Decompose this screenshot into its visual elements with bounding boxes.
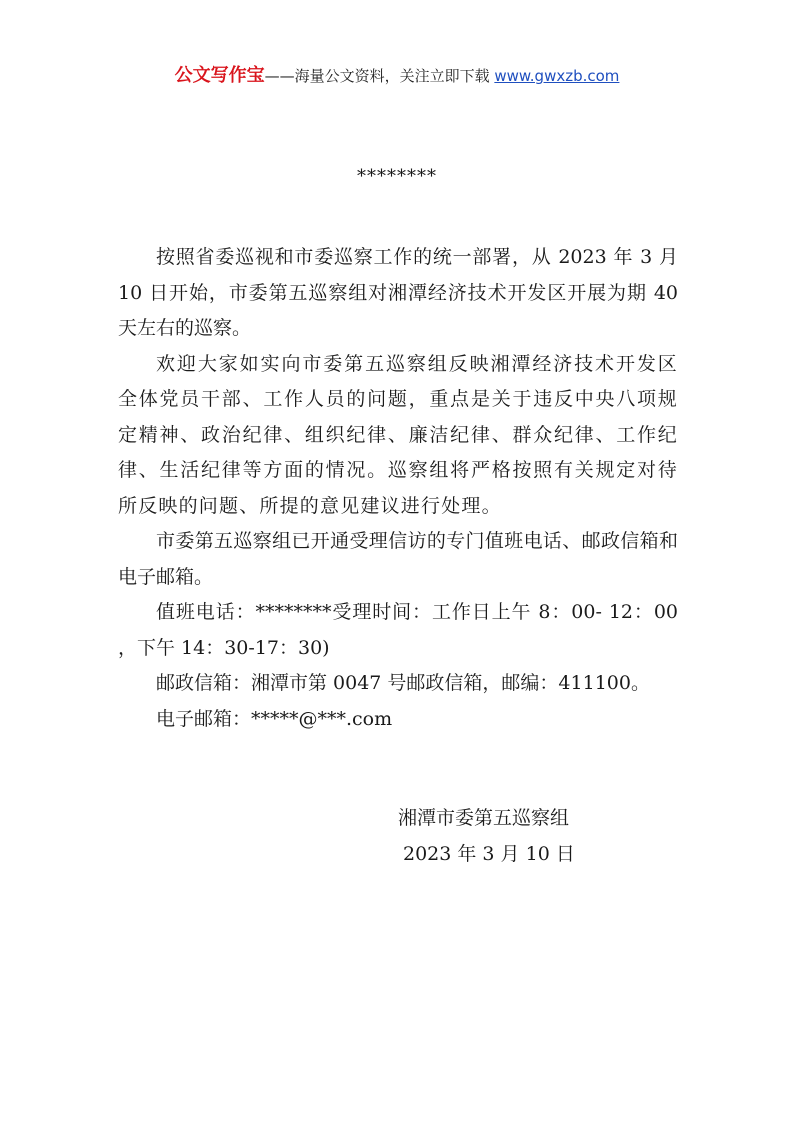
banner-tagline: ——海量公文资料，关注立即下载	[264, 67, 495, 85]
signature-organization: 湘潭市委第五巡察组	[398, 807, 570, 829]
site-banner	[0, 64, 794, 88]
masked-title: ********	[357, 166, 437, 187]
signature-date: 2023 年 3 月 10 日	[403, 843, 575, 865]
website-link[interactable]: www.gwxzb.com	[494, 67, 620, 85]
paragraph-email: 电子邮箱：*****@***.com	[156, 707, 393, 730]
announcement-body	[118, 240, 678, 737]
brand-name: 公文写作宝	[174, 65, 265, 86]
paragraph-invitation: 欢迎大家如实向市委第五巡察组反映湘潭经济技术开发区全体党员干部、工作人员的问题，重点是关于违反中央八项规定精神、政治纪律、组织纪律、廉洁纪律、群众纪律、工作纪律、生活纪律等方面的情况。巡察组将严格按照有关规定对待所反映的问题、所提的意见建议进行处理。	[118, 352, 678, 517]
paragraph-intro: 按照省委巡视和市委巡察工作的统一部署，从 2023 年 3 月 10 日开始，市委第五巡察组对湘潭经济技术开发区开展为期 40 天左右的巡察。	[118, 246, 678, 339]
paragraph-duty-phone: 值班电话：********受理时间：工作日上午 8：00- 12：00 ，下午 14：30-17：30)	[118, 601, 678, 659]
paragraph-postal-box: 邮政信箱：湘潭市第 0047 号邮政信箱，邮编：411100。	[156, 672, 650, 694]
paragraph-channels: 市委第五巡察组已开通受理信访的专门值班电话、邮政信箱和电子邮箱。	[118, 530, 678, 588]
